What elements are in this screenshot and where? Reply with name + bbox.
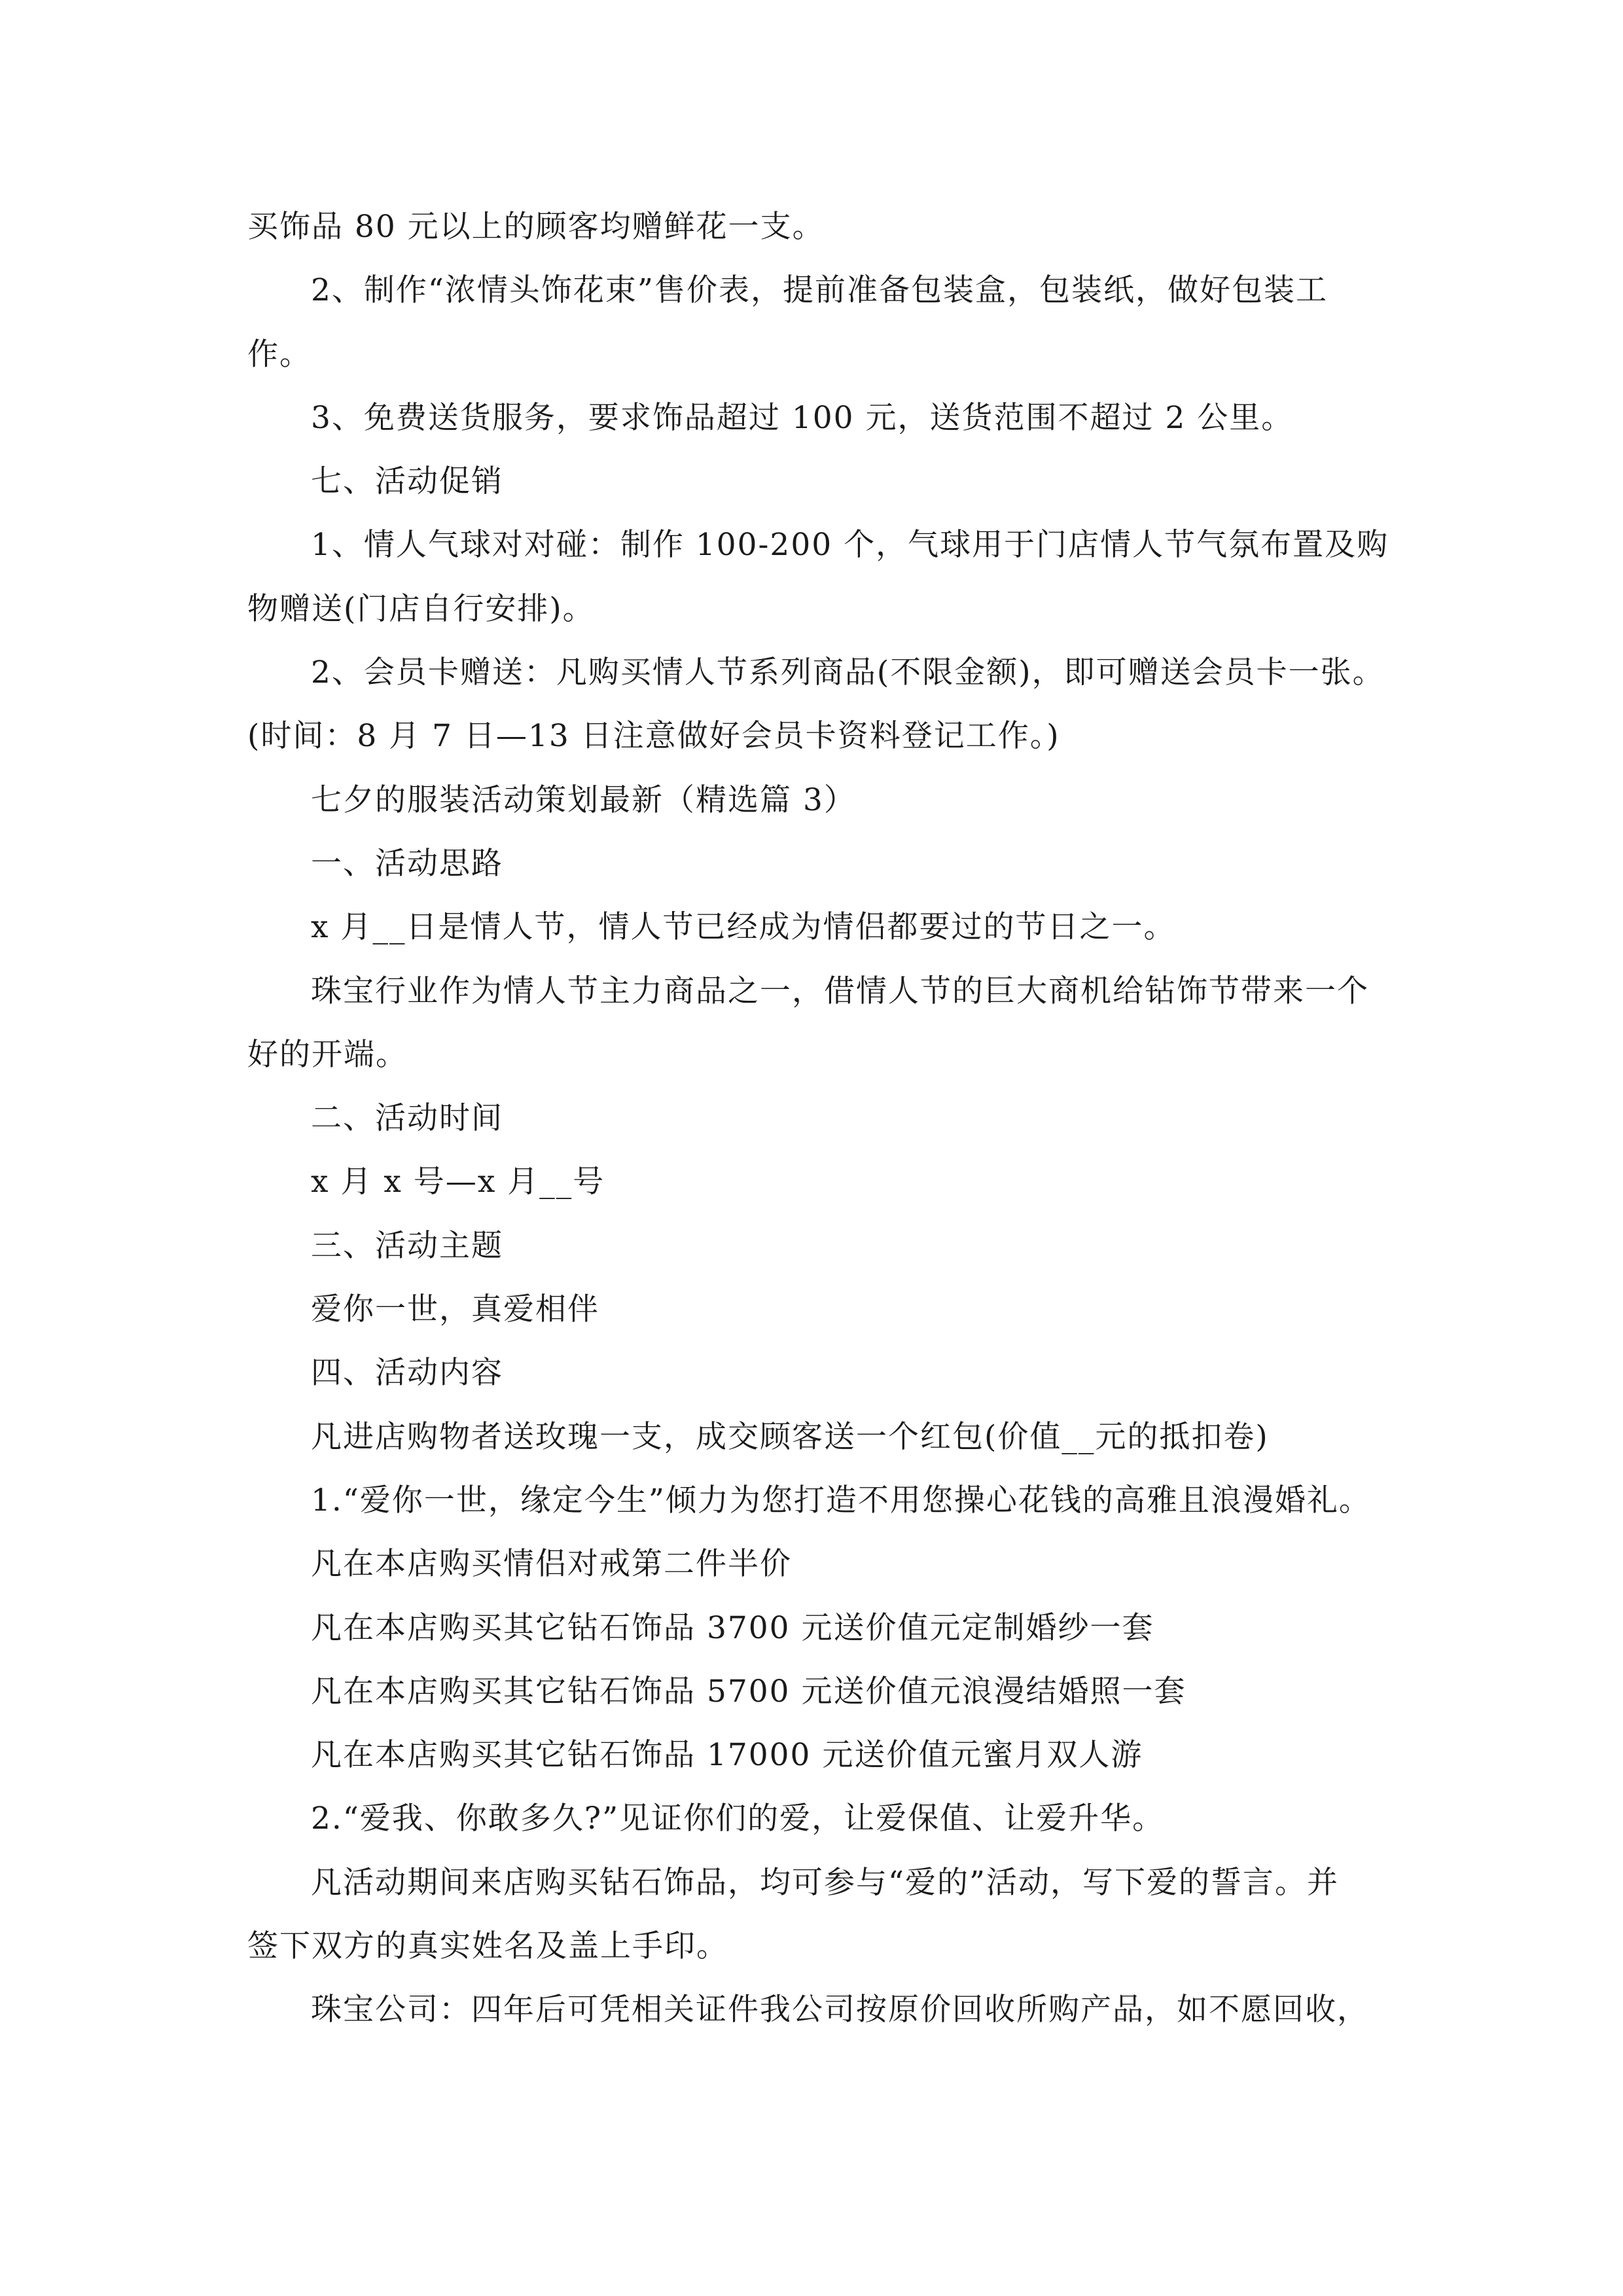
text-line: 3、免费送货服务，要求饰品超过 100 元，送货范围不超过 2 公里。 bbox=[311, 399, 1294, 436]
text-line: 物赠送(门店自行安排)。 bbox=[247, 590, 595, 627]
text-line: 2.“爱我、你敢多久?”见证你们的爱，让爱保值、让爱升华。 bbox=[311, 1801, 1165, 1837]
document-body bbox=[247, 195, 1389, 2042]
text-line: 2、会员卡赠送：凡购买情人节系列商品(不限金额)，即可赠送会员卡一张。 bbox=[311, 655, 1385, 691]
text-line: 1.“爱你一世，缘定今生”倾力为您打造不用您操心花钱的高雅且浪漫婚礼。 bbox=[311, 1482, 1371, 1518]
text-line: 珠宝行业作为情人节主力商品之一，借情人节的巨大商机给钻饰节带来一个 bbox=[311, 973, 1369, 1009]
text-line: 四、活动内容 bbox=[311, 1355, 503, 1391]
text-line: 凡在本店购买其它钻石饰品 5700 元送价值元浪漫结婚照一套 bbox=[311, 1673, 1186, 1710]
text-line: 凡活动期间来店购买钻石饰品，均可参与“爱的”活动，写下爱的誓言。并 bbox=[311, 1864, 1340, 1901]
text-line: 爱你一世，真爱相伴 bbox=[311, 1291, 599, 1328]
text-line: 凡在本店购买情侣对戒第二件半价 bbox=[311, 1546, 792, 1583]
text-line: (时间：8 月 7 日—13 日注意做好会员卡资料登记工作。) bbox=[247, 718, 1060, 755]
text-line: 三、活动主题 bbox=[311, 1227, 503, 1264]
text-line: x 月__日是情人节，情人节已经成为情侣都要过的节日之一。 bbox=[311, 909, 1176, 946]
text-line: 七、活动促销 bbox=[311, 463, 503, 500]
text-line: 凡在本店购买其它钻石饰品 3700 元送价值元定制婚纱一套 bbox=[311, 1609, 1154, 1646]
text-line: 七夕的服装活动策划最新（精选篇 3） bbox=[311, 781, 856, 818]
text-line: 凡进店购物者送玫瑰一支，成交顾客送一个红包(价值__元的抵扣卷) bbox=[311, 1418, 1269, 1455]
text-line: 买饰品 80 元以上的顾客均赠鲜花一支。 bbox=[247, 209, 825, 245]
text-line: x 月 x 号—x 月__号 bbox=[311, 1164, 605, 1200]
text-line: 1、情人气球对对碰：制作 100-200 个，气球用于门店情人节气氛布置及购 bbox=[311, 527, 1389, 564]
text-line: 好的开端。 bbox=[247, 1036, 408, 1073]
text-line: 珠宝公司：四年后可凭相关证件我公司按原价回收所购产品，如不愿回收， bbox=[311, 1992, 1369, 2028]
text-line: 凡在本店购买其它钻石饰品 17000 元送价值元蜜月双人游 bbox=[311, 1737, 1143, 1774]
text-line: 2、制作“浓情头饰花束”售价表，提前准备包装盒，包装纸，做好包装工 bbox=[311, 272, 1328, 309]
text-line: 一、活动思路 bbox=[311, 845, 503, 882]
text-line: 二、活动时间 bbox=[311, 1100, 503, 1137]
text-line: 签下双方的真实姓名及盖上手印。 bbox=[247, 1928, 728, 1965]
text-line: 作。 bbox=[247, 336, 312, 372]
